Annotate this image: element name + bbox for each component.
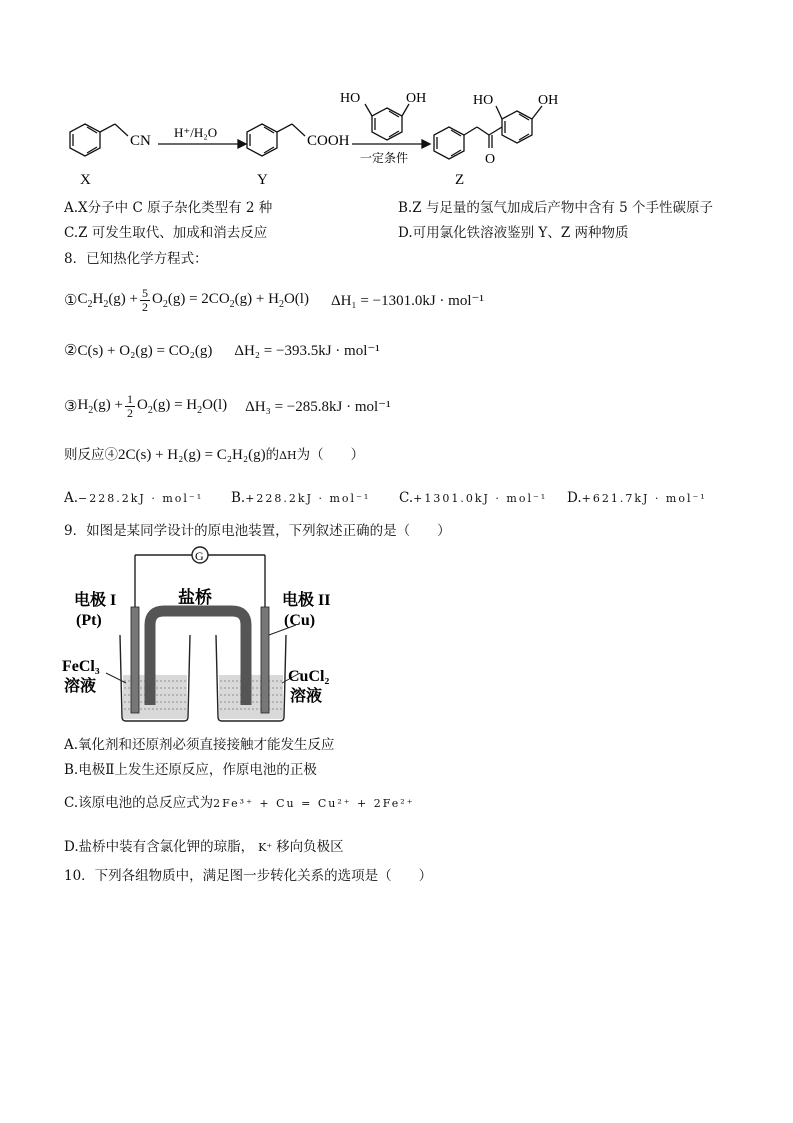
q8-target-equation: 2C(s) + H₂(g) = C₂H₂(g) xyxy=(118,447,266,463)
right-solution-label: 溶液 xyxy=(290,688,323,705)
q8-dh-symbol: ΔH xyxy=(279,449,297,462)
q10-stem: 10．下列各组物质中，满足图一步转化关系的选项是（ ） xyxy=(64,868,433,884)
x-benzene-ring xyxy=(70,124,128,156)
reagent-oh-left: HO xyxy=(340,91,361,106)
x-group-label: CN xyxy=(130,133,151,149)
q8-option-d: D.+621.7kJ · mol⁻¹ xyxy=(567,490,707,506)
q7-option-a: A.X分子中 C 原子杂化类型有 2 种 xyxy=(64,200,273,216)
q9-option-c: C.该原电池的总反应式为2Fe³⁺ + Cu = Cu²⁺ + 2Fe²⁺ xyxy=(64,795,415,811)
q9-stem: 9．如图是某同学设计的原电池装置，下列叙述正确的是（ ） xyxy=(64,523,451,539)
eq1-number: ① xyxy=(64,292,78,309)
compound-x-label: X xyxy=(80,172,91,188)
electrode-1-pt xyxy=(131,607,139,713)
q8-equation-3: ③ $H_2(g)$ + $\frac{1}{2}$ $O_2(g) = H_2O(l)$ ΔH₃ = −285.8kJ · mol⁻¹ xyxy=(64,391,391,420)
potassium-ion: K⁺ xyxy=(258,841,273,854)
q8-equation-2 xyxy=(64,341,380,360)
z-dihydroxyphenyl-ring xyxy=(496,106,542,143)
compound-y-label: Y xyxy=(257,172,268,188)
q8-option-c: C.+1301.0kJ · mol⁻¹ xyxy=(399,490,548,506)
electrode-2-label: 电极 II xyxy=(282,592,331,609)
q7-option-c: C.Z 可发生取代、加成和消去反应 xyxy=(64,225,268,241)
q9-option-d: D.盐桥中装有含氯化钾的琼脂， K⁺ 移向负极区 xyxy=(64,839,344,855)
electrode-1-label: 电极 I xyxy=(74,592,117,609)
eq3-fraction: $\frac{1}{2}$ xyxy=(127,391,133,420)
right-solution-formula: CuCl₂ xyxy=(288,668,330,685)
eq1-enthalpy: ΔH₁ = −1301.0kJ · mol⁻¹ xyxy=(330,292,484,309)
q8-equation-1: ① $C_2H_2(g)$ + $\frac{5}{2}$ $O_2(g) = 2CO_2(g) + H_2O(l)$ ΔH₁ = −1301.0kJ · mol⁻¹ xyxy=(64,285,484,314)
q8-option-b: B.+228.2kJ · mol⁻¹ xyxy=(231,490,371,506)
q9-option-a: A.氧化剂和还原剂必须直接接触才能发生反应 xyxy=(64,737,335,753)
eq1-fraction: $\frac{5}{2}$ xyxy=(142,285,149,314)
eq2-body: C(s) + O₂(g) = CO₂(g) xyxy=(77,343,213,359)
reagent-oh-right: OH xyxy=(406,91,427,106)
eq3-enthalpy: ΔH₃ = −285.8kJ · mol⁻¹ xyxy=(245,398,391,415)
compound-z-label: Z xyxy=(455,172,465,188)
y-group-label: COOH xyxy=(307,133,350,149)
q9-option-c-equation: 2Fe³⁺ + Cu = Cu²⁺ + 2Fe²⁺ xyxy=(213,797,415,810)
left-solution-formula: FeCl₃ xyxy=(62,658,100,675)
electrode-2-cu xyxy=(261,607,269,713)
galvanometer-label: G xyxy=(195,549,204,563)
q7-option-d: D.可用氯化铁溶液鉴别 Y、Z 两种物质 xyxy=(398,225,629,241)
resorcinol-ring xyxy=(365,104,409,140)
eq3-number: ③ xyxy=(64,398,78,415)
z-oh-right: OH xyxy=(538,93,559,108)
q8-stem: 8．已知热化学方程式： xyxy=(64,251,208,267)
arrow2-condition: 一定条件 xyxy=(360,151,409,165)
reaction-scheme xyxy=(0,80,793,190)
galvanic-cell-figure xyxy=(60,545,360,725)
y-benzene-ring xyxy=(247,124,305,156)
q7-option-b: B.Z 与足量的氢气加成后产物中含有 5 个手性碳原子 xyxy=(398,200,714,216)
electrode-2-material: (Cu) xyxy=(284,612,316,629)
arrow1-reagent: H⁺/H₂O xyxy=(174,125,218,140)
q8-option-a: A.−228.2kJ · mol⁻¹ xyxy=(64,490,204,506)
q9-option-b: B.电极Ⅱ上发生还原反应，作原电池的正极 xyxy=(64,762,317,778)
z-oh-left: HO xyxy=(473,93,494,108)
electrode-1-material: (Pt) xyxy=(76,612,102,629)
salt-bridge-label: 盐桥 xyxy=(178,588,212,607)
z-carbonyl-oxygen: O xyxy=(485,152,496,167)
eq2-enthalpy: ΔH₂ = −393.5kJ · mol⁻¹ xyxy=(234,343,380,359)
left-solution-label: 溶液 xyxy=(64,678,97,695)
q8-question: 则反应④2C(s) + H₂(g) = C₂H₂(g)的ΔH为（ ） xyxy=(64,447,365,463)
eq2-number: ② xyxy=(64,343,78,359)
